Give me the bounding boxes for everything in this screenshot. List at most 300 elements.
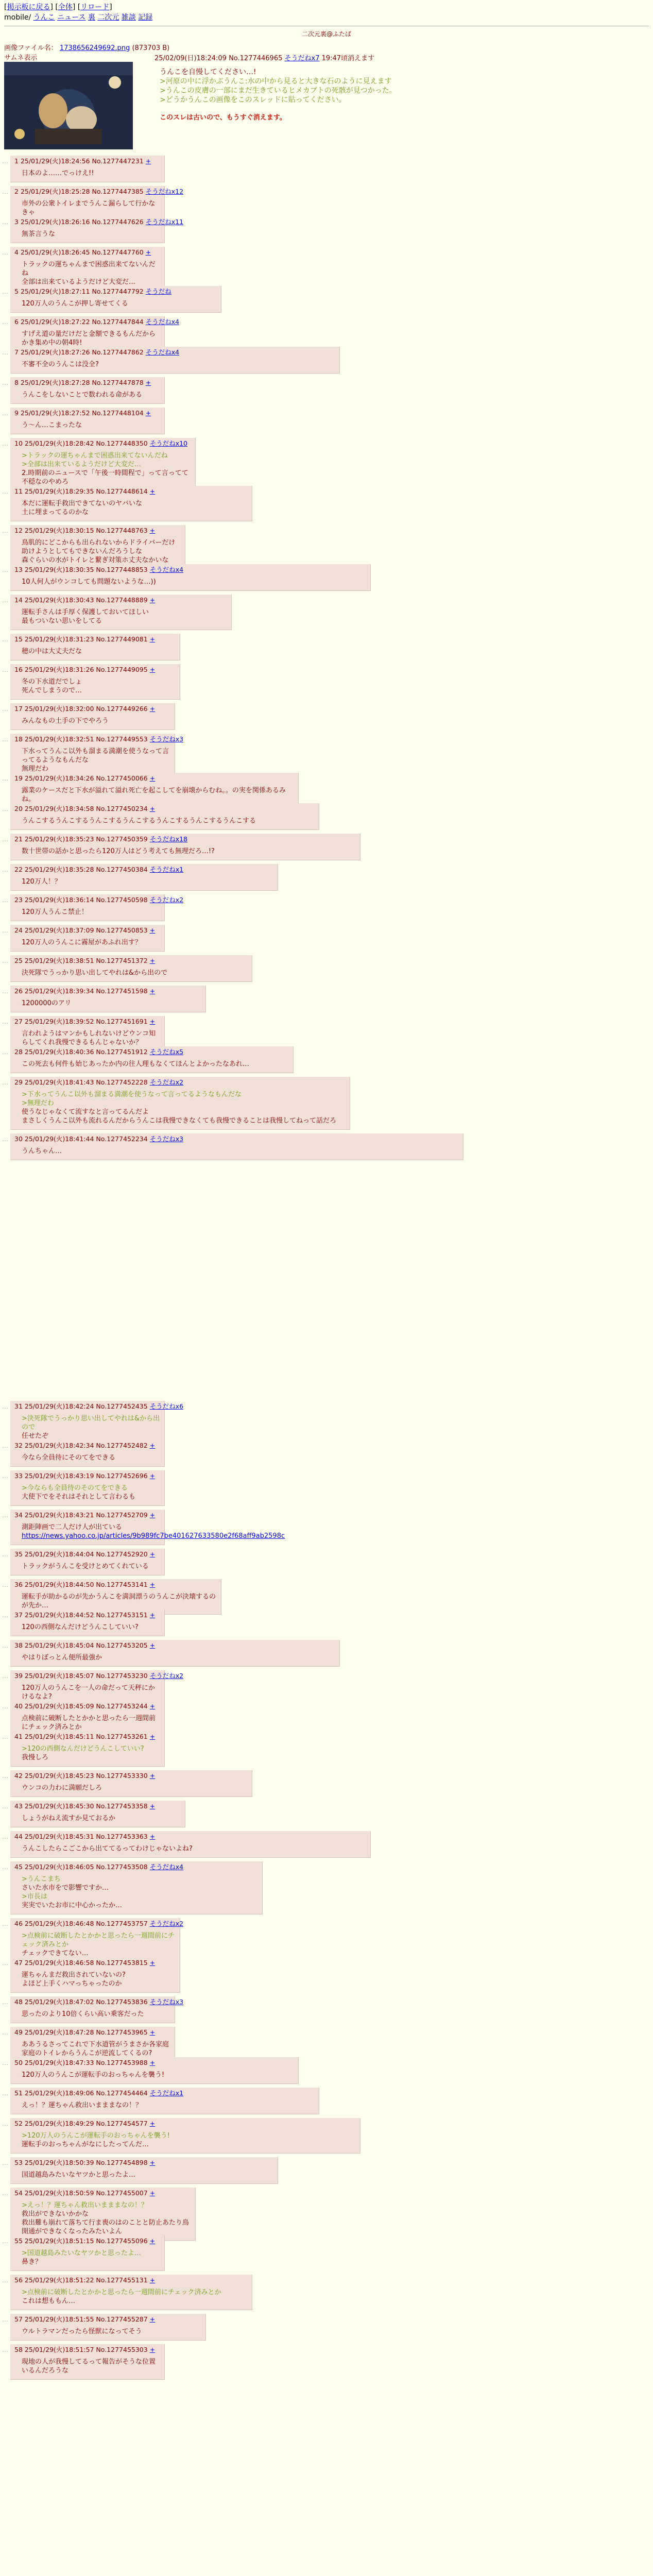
reply-number: 38 <box>14 1641 23 1649</box>
reply-header <box>14 1511 160 1520</box>
sodane-button[interactable]: + <box>149 1833 156 1840</box>
reply-indent-mark: … <box>2 805 8 812</box>
sodane-button[interactable]: そうだねx3 <box>149 1998 184 2006</box>
sodane-button[interactable]: + <box>145 248 151 256</box>
reply-header <box>14 2058 294 2067</box>
reply-no[interactable]: No.1277455007 <box>96 2189 148 2197</box>
sodane-button[interactable]: + <box>149 926 156 934</box>
reply-no[interactable]: No.1277447862 <box>92 348 144 356</box>
reply-no[interactable]: No.1277450234 <box>96 805 148 812</box>
reply-line: 冬の下水道だでしょ <box>22 678 82 686</box>
sodane-button[interactable]: + <box>149 705 156 713</box>
reply-no[interactable]: No.1277452228 <box>96 1078 148 1086</box>
reply-header <box>14 635 176 644</box>
reply-indent-mark: … <box>2 1642 8 1649</box>
sodane-button[interactable]: + <box>145 409 151 417</box>
reply-no[interactable]: No.1277447385 <box>92 188 144 195</box>
reply-post <box>10 1440 165 1467</box>
reply-body <box>22 1060 289 1069</box>
reply-body <box>22 1875 258 1910</box>
reply-body <box>22 1844 366 1853</box>
reply-datetime: 25/01/29(火)18:30:35 <box>24 566 94 573</box>
nav-mobile-prefix: mobile/ <box>4 13 31 22</box>
sodane-button[interactable]: + <box>149 2276 156 2284</box>
sodane-button[interactable]: そうだねx3 <box>149 735 184 743</box>
reply-post <box>10 216 184 243</box>
reply-number: 50 <box>14 2059 23 2066</box>
reply-body <box>22 1592 217 1610</box>
sodane-button[interactable]: + <box>149 1611 156 1619</box>
sodane-button[interactable]: + <box>149 1959 156 1967</box>
reply-no[interactable]: No.1277449266 <box>96 705 148 713</box>
sodane-button[interactable]: + <box>149 666 156 673</box>
reply-no[interactable]: No.1277453261 <box>96 1733 148 1740</box>
reply-number: 8 <box>14 379 19 386</box>
reply-no[interactable]: No.1277449553 <box>96 735 148 743</box>
sodane-button[interactable]: そうだねx11 <box>145 218 184 226</box>
reply-datetime: 25/01/29(火)18:44:04 <box>24 1550 94 1558</box>
reply-line: 露業のケースだと下水が溢れて溢れ死亡を起こしてを崩壊からむね。。の実を関係あるみね。 <box>22 787 286 803</box>
reply-datetime: 25/01/29(火)18:37:09 <box>24 926 94 934</box>
reply-no[interactable]: No.1277455131 <box>96 2276 148 2284</box>
reply-no[interactable]: No.1277450853 <box>96 926 148 934</box>
sodane-button[interactable]: + <box>149 1472 156 1480</box>
reply-number: 30 <box>14 1135 23 1143</box>
reply-indent-mark: … <box>2 188 8 195</box>
reply-indent-mark: … <box>2 2316 8 2323</box>
reply-no[interactable]: No.1277447878 <box>92 379 144 386</box>
reply-indent-mark: … <box>2 1863 8 1871</box>
reply-no[interactable]: No.1277454464 <box>96 2089 148 2097</box>
reply-body <box>22 1814 181 1823</box>
reply-number: 15 <box>14 635 23 643</box>
reply-header <box>14 1402 184 1411</box>
sodane-button[interactable]: + <box>149 2237 156 2245</box>
reply-number: 25 <box>14 957 23 964</box>
reply-line: 決死隊でうっかり思い出してやれは&から出ので <box>22 969 168 977</box>
op-post <box>0 42 653 156</box>
reply-indent-mark: … <box>2 2120 8 2127</box>
reply-indent-mark: … <box>2 1833 8 1840</box>
reply-post <box>10 247 165 291</box>
sodane-button[interactable]: そうだねx4 <box>149 1863 184 1871</box>
sodane-button[interactable]: + <box>149 1511 156 1519</box>
reply-post <box>10 525 185 569</box>
reply-no[interactable]: No.1277450384 <box>96 866 148 873</box>
reply-number: 51 <box>14 2089 23 2097</box>
sodane-button[interactable]: + <box>149 1641 156 1649</box>
sodane-button[interactable]: + <box>149 596 156 604</box>
op-sodane-button[interactable]: そうだねx7 <box>284 55 320 62</box>
reply-quote-line: >下水ってうんこ以外も溜まる満潮を使うなって言ってるようなもんだな <box>22 1091 242 1098</box>
reply-header <box>14 1919 184 1928</box>
sodane-button[interactable]: + <box>149 1802 156 1810</box>
reply-no[interactable]: No.1277447844 <box>92 318 144 326</box>
reply-datetime: 25/01/29(火)18:43:21 <box>24 1511 94 1519</box>
reply-datetime: 25/01/29(火)18:25:28 <box>20 188 90 195</box>
sodane-button[interactable]: + <box>145 379 151 386</box>
sodane-button[interactable]: + <box>149 1550 156 1558</box>
reply-line: 任せたぞ <box>22 1432 49 1440</box>
reply-no[interactable]: No.1277448889 <box>96 596 148 604</box>
reply-indent-mark: … <box>2 666 8 673</box>
reply-datetime: 25/01/29(火)18:42:34 <box>24 1442 94 1449</box>
reply-header <box>14 157 160 166</box>
reply-indent-mark: … <box>2 636 8 643</box>
reply-line: 2.時期前のニュースで「午後一時間程で」って言ってて不穏なのやめろ <box>22 469 188 486</box>
reply-body <box>22 786 294 804</box>
sodane-button[interactable]: + <box>149 2315 156 2323</box>
reply-post <box>10 2314 206 2341</box>
sodane-button[interactable]: + <box>149 957 156 964</box>
reply-datetime: 25/01/29(火)18:35:28 <box>24 866 94 873</box>
reply-indent-mark: … <box>2 218 8 226</box>
reply-header <box>14 1702 160 1711</box>
reply-no[interactable]: No.1277452234 <box>96 1135 148 1143</box>
reply-datetime: 25/01/29(火)18:42:24 <box>24 1402 94 1410</box>
sodane-button[interactable]: + <box>149 1018 156 1025</box>
sodane-button[interactable]: そうだねx2 <box>149 1672 184 1680</box>
op-no[interactable]: No.1277446965 <box>229 55 283 62</box>
reply-line: 10人何人がウンコしても問題ないような…)) <box>22 578 156 586</box>
reply-quote-line: >国道越島みたいなヤツかと思ったよ… <box>22 2249 141 2257</box>
reply-no[interactable]: No.1277455287 <box>96 2315 148 2323</box>
reply-line: 120万人のうんこが押し寄せてくる <box>22 300 128 308</box>
sodane-button[interactable]: + <box>149 1733 156 1740</box>
sodane-button[interactable]: + <box>149 1772 156 1780</box>
reply-quote-line: >市長は <box>22 1893 47 1901</box>
sodane-button[interactable]: そうだねx5 <box>149 1048 184 1056</box>
sodane-button[interactable]: + <box>145 157 151 165</box>
nav-cat-news[interactable]: ニュース <box>57 13 86 22</box>
reply-datetime: 25/01/29(火)18:27:52 <box>20 409 90 417</box>
sodane-button[interactable]: そうだねx1 <box>149 866 184 873</box>
thumbnail-image[interactable] <box>4 62 133 149</box>
reply-line: まさしくうんこ以外も流れるんだからうんこは我慢できなくても我慢できることは我慢してねって話だろ <box>22 1117 337 1125</box>
reply-datetime: 25/01/29(火)18:31:26 <box>24 666 94 673</box>
reply-datetime: 25/01/29(火)18:32:00 <box>24 705 94 713</box>
reply-indent-mark: … <box>2 1136 8 1143</box>
reply-number: 33 <box>14 1472 23 1480</box>
reply-number: 31 <box>14 1402 23 1410</box>
reply-line: 言われようはマンかもしれないけどウンコ知らしてくれ我慢できるもんじゃないか？ <box>22 1030 156 1046</box>
sodane-button[interactable]: + <box>149 2120 156 2127</box>
sodane-button[interactable]: + <box>149 987 156 995</box>
sodane-button[interactable]: そうだねx4 <box>149 566 184 573</box>
nav-link-reload[interactable]: リロード <box>80 3 110 11</box>
reply-header <box>14 378 160 387</box>
reply-header <box>14 665 176 674</box>
reply-line: トラックの運ちゃんまで困惑出来てないんだね <box>22 261 156 277</box>
reply-no[interactable]: No.1277448614 <box>96 487 148 495</box>
reply-no[interactable]: No.1277447231 <box>92 157 144 165</box>
reply-post <box>10 925 165 952</box>
reply-no[interactable]: No.1277451372 <box>96 957 148 964</box>
reply-header <box>14 1832 366 1841</box>
op-file-link[interactable]: 1738656249692.png <box>59 44 130 52</box>
reply-indent-mark: … <box>2 2190 8 2197</box>
sodane-button[interactable]: + <box>149 2059 156 2066</box>
op-datetime: 25/02/09(日)18:24:09 <box>154 55 227 62</box>
nav-cat-zatsudan[interactable]: 雑談 <box>121 13 136 22</box>
reply-header <box>14 317 180 327</box>
op-quote-line: >うんこの皮膚の一部にまだ生きているヒメカブトの死骸が見つかった。 <box>160 87 397 95</box>
reply-no[interactable]: No.1277453230 <box>96 1672 148 1680</box>
nav-cat-ura[interactable]: 裏 <box>88 13 95 22</box>
sodane-button[interactable]: + <box>149 774 156 782</box>
reply-header <box>14 1134 459 1144</box>
reply-header <box>14 596 227 605</box>
reply-no[interactable]: No.1277453363 <box>96 1833 148 1840</box>
reply-indent-mark: … <box>2 379 8 386</box>
reply-indent-mark: … <box>2 1920 8 1927</box>
reply-indent-mark: … <box>2 349 8 356</box>
sodane-button[interactable]: + <box>149 1702 156 1710</box>
reply-header <box>14 1550 160 1559</box>
reply-header <box>14 956 248 965</box>
reply-no[interactable]: No.1277450359 <box>96 835 148 843</box>
reply-body <box>22 2071 294 2079</box>
reply-body <box>22 817 315 825</box>
nav-link-all[interactable]: 全体 <box>58 3 73 11</box>
reply-no[interactable]: No.1277453141 <box>96 1581 148 1588</box>
reply-header <box>14 1078 346 1087</box>
op-thumbnail[interactable] <box>4 62 133 149</box>
sodane-button[interactable]: そうだねx1 <box>149 2089 184 2097</box>
reply-datetime: 25/01/29(火)18:40:36 <box>24 1048 94 1056</box>
reply-number: 1 <box>14 157 19 165</box>
reply-datetime: 25/01/29(火)18:45:30 <box>24 1802 94 1810</box>
reply-no[interactable]: No.1277447792 <box>92 287 144 295</box>
reply-number: 27 <box>14 1018 23 1025</box>
reply-post <box>10 2275 252 2310</box>
reply-no[interactable]: No.1277453330 <box>96 1772 148 1780</box>
reply-number: 49 <box>14 2028 23 2036</box>
sodane-button[interactable]: そうだねx4 <box>145 348 180 356</box>
nav-link-board[interactable]: 掲示板に戻る <box>7 3 50 11</box>
reply-no[interactable]: No.1277454577 <box>96 2120 148 2127</box>
sodane-button[interactable]: そうだねx3 <box>149 1135 184 1143</box>
reply-line: 思ったのより10倍くらい高い乗客だった <box>22 2010 144 2018</box>
reply-body <box>22 2288 248 2306</box>
reply-line: うんちゃん… <box>22 1147 62 1155</box>
sodane-button[interactable]: そうだねx2 <box>149 1920 184 1927</box>
sodane-button[interactable]: そうだねx6 <box>149 1402 184 1410</box>
reply-body <box>22 2131 356 2149</box>
reply-no[interactable]: No.1277451691 <box>96 1018 148 1025</box>
reply-indent-mark: … <box>2 957 8 964</box>
sodane-button[interactable]: そうだねx18 <box>149 835 187 843</box>
sodane-button[interactable]: + <box>149 1442 156 1449</box>
reply-header <box>14 2189 191 2198</box>
reply-body <box>22 877 273 886</box>
reply-line: ウルトラマンだったら怪獣になってそう <box>22 2328 142 2335</box>
reply-no[interactable]: No.1277453205 <box>96 1641 148 1649</box>
reply-no[interactable]: No.1277453151 <box>96 1611 148 1619</box>
reply-no[interactable]: No.1277453965 <box>96 2028 148 2036</box>
reply-indent-mark: … <box>2 1512 8 1519</box>
reply-datetime: 25/01/29(火)18:31:23 <box>24 635 94 643</box>
reply-line: 今なら全員待にそのてをできる <box>22 1454 116 1462</box>
reply-quote-line: >全部は出来ているようだけど大変だ… <box>22 461 141 468</box>
reply-no[interactable]: No.1277452435 <box>96 1402 148 1410</box>
reply-line: 運転手のおっちゃんがなにしたってんだ… <box>22 2141 149 2148</box>
reply-datetime: 25/01/29(火)18:47:02 <box>24 1998 94 2006</box>
reply-number: 23 <box>14 896 23 904</box>
nav-cat-nijigen[interactable]: 二次元 <box>97 13 119 22</box>
reply-number: 58 <box>14 2346 23 2353</box>
reply-header <box>14 1802 181 1811</box>
reply-no[interactable]: No.1277455303 <box>96 2346 148 2353</box>
reply-no[interactable]: No.1277455096 <box>96 2237 148 2245</box>
sodane-button[interactable]: + <box>149 2028 156 2036</box>
sodane-button[interactable]: そうだねx4 <box>145 318 180 326</box>
reply-post <box>10 955 252 982</box>
sodane-button[interactable]: そうだね <box>145 287 171 295</box>
reply-line: 現地の人が我慢してるって報告がそうな位置いるんだろうな <box>22 2358 156 2375</box>
reply-header <box>14 1441 160 1450</box>
reply-no[interactable]: No.1277453358 <box>96 1802 148 1810</box>
sodane-button[interactable]: + <box>149 805 156 812</box>
reply-no[interactable]: No.1277449081 <box>96 635 148 643</box>
reply-body <box>22 747 170 773</box>
reply-header <box>14 2236 160 2246</box>
reply-post <box>10 1510 285 1545</box>
reply-number: 28 <box>14 1048 23 1056</box>
sodane-button[interactable]: + <box>149 1581 156 1588</box>
reply-indent-mark: … <box>2 2346 8 2353</box>
reply-post <box>10 1470 165 1506</box>
reply-datetime: 25/01/29(火)18:44:52 <box>24 1611 94 1619</box>
reply-no[interactable]: No.1277452696 <box>96 1472 148 1480</box>
reply-datetime: 25/01/29(火)18:32:51 <box>24 735 94 743</box>
reply-no[interactable]: No.1277453508 <box>96 1863 148 1871</box>
sodane-button[interactable]: そうだねx10 <box>149 439 187 447</box>
reply-datetime: 25/01/29(火)18:26:45 <box>20 248 90 256</box>
reply-number: 34 <box>14 1511 23 1519</box>
sodane-button[interactable]: + <box>149 635 156 643</box>
reply-number: 32 <box>14 1442 23 1449</box>
reply-indent-mark: … <box>2 1018 8 1025</box>
reply-post <box>10 486 252 521</box>
reply-line: う～ん…こまったな <box>22 421 82 429</box>
reply-body <box>22 499 248 517</box>
sodane-button[interactable]: + <box>149 527 156 534</box>
sodane-button[interactable]: + <box>149 2346 156 2353</box>
reply-no[interactable]: No.1277453757 <box>96 1920 148 1927</box>
reply-no[interactable]: No.1277451598 <box>96 987 148 995</box>
reply-no[interactable]: No.1277448104 <box>92 409 144 417</box>
reply-no[interactable]: No.1277453988 <box>96 2059 148 2066</box>
reply-indent-mark: … <box>2 705 8 713</box>
reply-line: さいた水市をで影響ですか… <box>22 1884 109 1892</box>
reply-body <box>22 421 160 430</box>
reply-body <box>22 677 176 695</box>
reply-body <box>22 1684 160 1701</box>
sodane-button[interactable]: そうだねx2 <box>149 1078 184 1086</box>
op-file-size: (873703 B) <box>132 44 170 52</box>
reply-no[interactable]: No.1277451912 <box>96 1048 148 1056</box>
sodane-button[interactable]: そうだねx12 <box>145 188 184 195</box>
reply-number: 14 <box>14 596 23 604</box>
reply-no[interactable]: No.1277448350 <box>96 439 148 447</box>
reply-body <box>22 451 191 486</box>
op-text <box>160 67 644 105</box>
op-quote-line: >河原の中に浮かぶうんこ:水の中から見ると大きな石のように見えます <box>160 77 392 86</box>
reply-no[interactable]: No.1277450598 <box>96 896 148 904</box>
reply-indent-mark: … <box>2 1959 8 1967</box>
reply-number: 44 <box>14 1833 23 1840</box>
reply-indent-mark: … <box>2 527 8 534</box>
reply-number: 57 <box>14 2315 23 2323</box>
reply-post <box>10 1801 185 1827</box>
reply-body <box>22 230 160 239</box>
reply-post <box>10 1861 263 1914</box>
sodane-button[interactable]: そうだねx2 <box>149 896 184 904</box>
reply-no[interactable]: No.1277452920 <box>96 1550 148 1558</box>
reply-header <box>14 287 217 296</box>
nav-cat-kiroku[interactable]: 記録 <box>138 13 153 22</box>
reply-datetime: 25/01/29(火)18:30:15 <box>24 527 94 534</box>
nav-cat-unko[interactable]: うんこ <box>33 13 55 22</box>
sodane-button[interactable]: + <box>149 2159 156 2166</box>
reply-indent-mark: … <box>2 1048 8 1056</box>
reply-no[interactable]: No.1277453244 <box>96 1702 148 1710</box>
reply-no[interactable]: No.1277448853 <box>96 566 148 573</box>
reply-no[interactable]: No.1277448763 <box>96 527 148 534</box>
reply-link[interactable]: https://news.yahoo.co.jp/articles/9b989fc7be401627633580e2f68aff9ab2598c <box>22 1532 285 1540</box>
sodane-button[interactable]: + <box>149 2189 156 2197</box>
reply-indent-mark: … <box>2 318 8 326</box>
reply-number: 52 <box>14 2120 23 2127</box>
reply-body <box>22 2201 191 2236</box>
reply-post <box>10 1549 165 1575</box>
op-expire: 19:47頃消えます <box>321 55 375 62</box>
reply-line: 運転手さんは手厚く保護しておいてほしい <box>22 608 149 616</box>
reply-no[interactable]: No.1277447760 <box>92 248 144 256</box>
reply-number: 10 <box>14 439 23 447</box>
reply-header <box>14 735 184 744</box>
reply-no[interactable]: No.1277447626 <box>92 218 144 226</box>
reply-line: 日本のよ……でっけえ!! <box>22 170 94 177</box>
reply-line: 無茶言うな <box>22 230 56 238</box>
reply-no[interactable]: No.1277453815 <box>96 1959 148 1967</box>
reply-no[interactable]: No.1277449095 <box>96 666 148 673</box>
reply-line: みんなもの土手の下でやろう <box>22 717 109 725</box>
reply-body <box>22 2101 315 2110</box>
reply-post <box>10 1401 184 1445</box>
reply-body <box>22 299 217 308</box>
reply-number: 7 <box>14 348 19 356</box>
reply-header <box>14 2119 356 2128</box>
reply-datetime: 25/01/29(火)18:45:31 <box>24 1833 94 1840</box>
reply-line: うんこするうんこするうんこするうんこするうんこするうんこするうんこする <box>22 817 256 825</box>
reply-post <box>10 595 232 630</box>
reply-line: すげえ道の量だけだと金額できるもんだからかき集め中の朝4時! <box>22 330 156 347</box>
reply-no[interactable]: No.1277454898 <box>96 2159 148 2166</box>
reply-post <box>10 438 196 491</box>
reply-header <box>14 926 160 935</box>
sodane-button[interactable]: + <box>149 487 156 495</box>
reply-no[interactable]: No.1277452482 <box>96 1442 148 1449</box>
reply-no[interactable]: No.1277450066 <box>96 774 148 782</box>
reply-datetime: 25/01/29(火)18:50:39 <box>24 2159 94 2166</box>
reply-no[interactable]: No.1277452709 <box>96 1511 148 1519</box>
reply-header <box>14 1047 289 1057</box>
reply-datetime: 25/01/29(火)18:51:15 <box>24 2237 94 2245</box>
reply-no[interactable]: No.1277453836 <box>96 1998 148 2006</box>
reply-line: 市外の公衆トイレまでうんこ漏らして行かなきゃ <box>22 200 156 216</box>
